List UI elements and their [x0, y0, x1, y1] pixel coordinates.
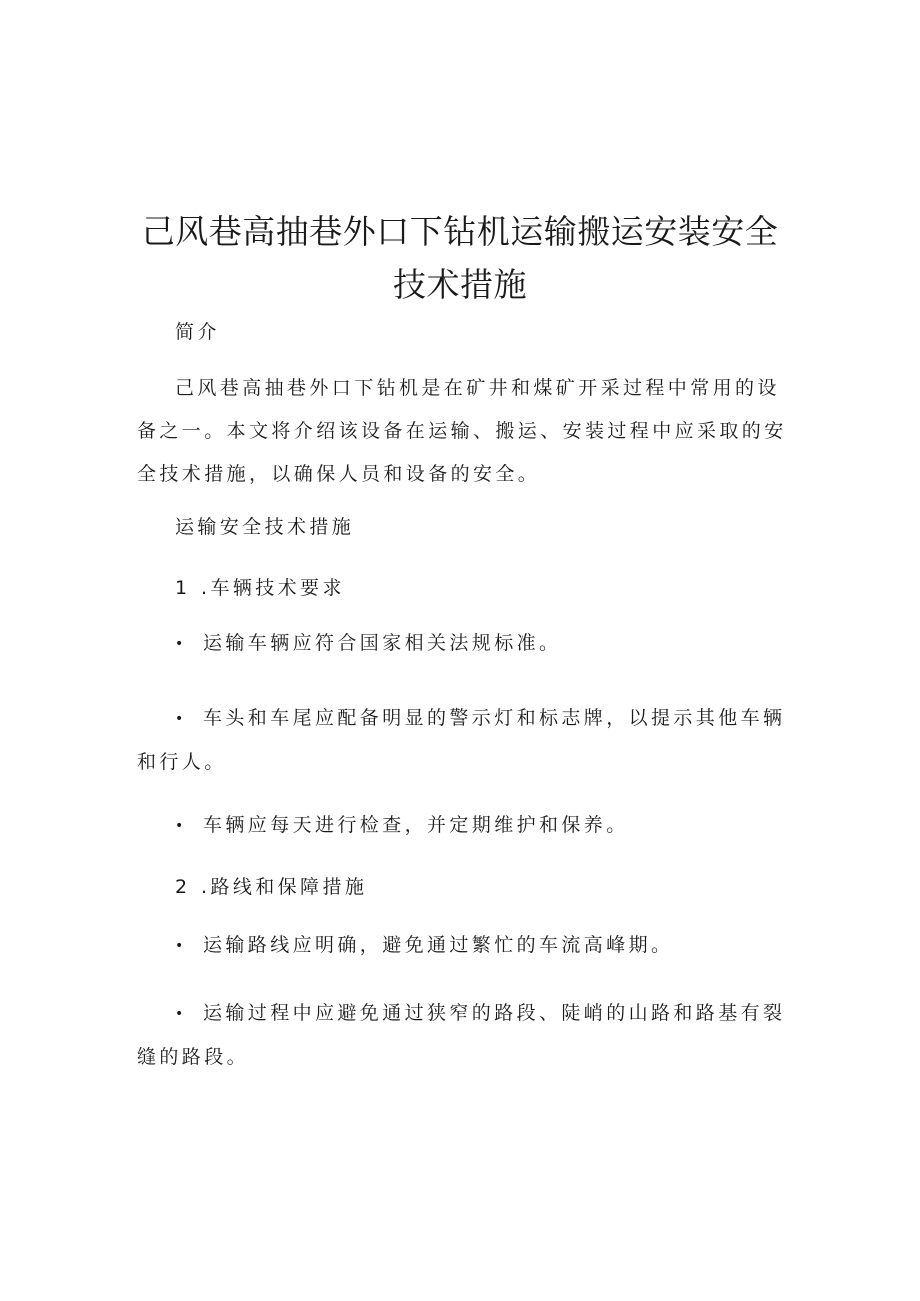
list-item-text: 运输车辆应符合国家相关法规标准。 [203, 632, 562, 654]
list-item-text: 车头和车尾应配备明显的警示灯和标志牌，以提示其他车辆和行人。 [137, 707, 786, 773]
bullet-icon: • [175, 636, 184, 652]
list-item [137, 804, 787, 848]
list-item [137, 697, 787, 784]
bullet-icon: • [175, 1006, 184, 1022]
subsection-title: .路线和保障措施 [201, 876, 368, 898]
section-heading: 运输安全技术措施 [175, 516, 355, 538]
intro-paragraph: 己风巷高抽巷外口下钻机是在矿井和煤矿开采过程中常用的设备之一。本文将介绍该设备在运输、搬运、安装过程中应采取的安全技术措施，以确保人员和设备的安全。 [137, 377, 787, 485]
bullet-icon: • [175, 711, 184, 727]
subsection-heading-1 [175, 567, 345, 610]
list-item-text: 运输路线应明确，避免通过繁忙的车流高峰期。 [203, 934, 674, 956]
list-item-text: 运输过程中应避免通过狭窄的路段、陡峭的山路和路基有裂缝的路段。 [137, 1002, 786, 1068]
subsection-number: 2 [175, 876, 188, 898]
document-title: 己风巷高抽巷外口下钻机运输搬运安装安全技术措施 [141, 212, 779, 304]
list-item [137, 924, 787, 968]
subsection-heading-2 [175, 866, 367, 909]
intro-heading: 简介 [175, 321, 220, 343]
list-item [137, 992, 787, 1079]
bullet-icon: • [175, 818, 184, 834]
list-item [137, 622, 787, 666]
subsection-title: .车辆技术要求 [201, 577, 345, 599]
bullet-icon: • [175, 938, 184, 954]
subsection-number: 1 [175, 577, 188, 599]
list-item-text: 车辆应每天进行检查，并定期维护和保养。 [203, 814, 629, 836]
